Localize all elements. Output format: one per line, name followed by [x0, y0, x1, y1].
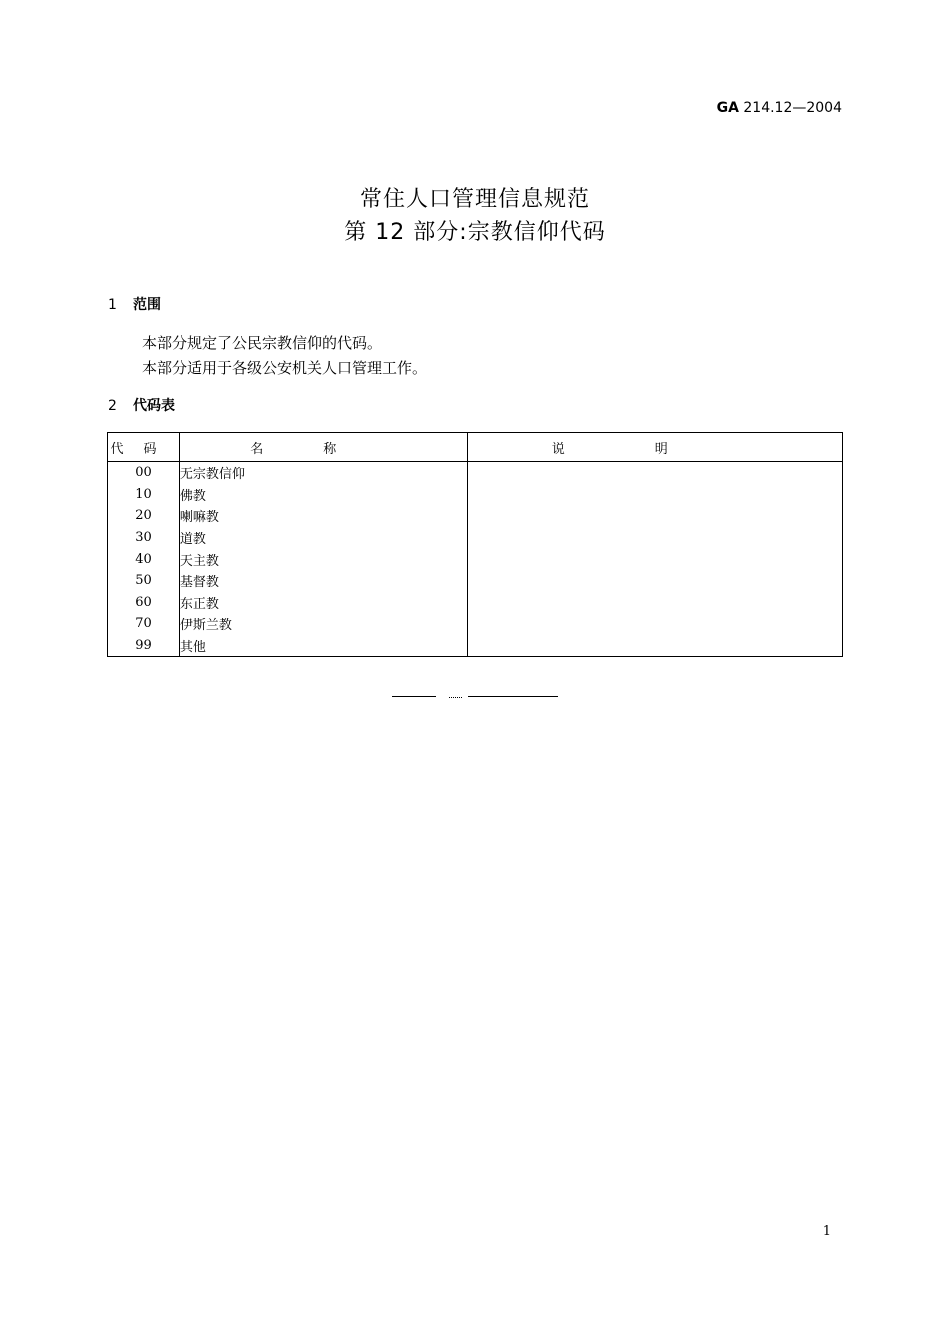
table-row	[108, 548, 843, 570]
name-cell: 天主教	[179, 548, 467, 570]
standard-number: 214.12—2004	[743, 100, 842, 116]
note-cell	[467, 527, 843, 549]
note-cell	[467, 635, 843, 657]
code-cell: 99	[108, 635, 180, 657]
code-cell: 40	[108, 548, 180, 570]
table-row	[108, 462, 843, 484]
religion-code-table	[107, 432, 843, 657]
name-cell: 伊斯兰教	[179, 613, 467, 635]
name-cell: 基督教	[179, 570, 467, 592]
note-cell	[467, 592, 843, 614]
section-number: 2	[108, 398, 117, 414]
column-header-name: 名称	[179, 433, 467, 462]
section-title: 代码表	[133, 398, 175, 414]
name-cell: 佛教	[179, 484, 467, 506]
name-cell: 道教	[179, 527, 467, 549]
code-cell: 00	[108, 462, 180, 484]
note-cell	[467, 505, 843, 527]
end-mark-line	[392, 696, 436, 697]
section-title: 范围	[133, 297, 161, 313]
table-row	[108, 635, 843, 657]
document-title: 常住人口管理信息规范	[359, 187, 590, 212]
section-heading-code-table	[108, 395, 175, 415]
page-number: 1	[822, 1224, 831, 1239]
table-row	[108, 527, 843, 549]
section-number: 1	[108, 297, 117, 313]
name-cell: 其他	[179, 635, 467, 657]
scope-paragraph-1: 本部分规定了公民宗教信仰的代码。	[142, 334, 383, 352]
note-cell	[467, 484, 843, 506]
column-header-code: 代码	[108, 433, 180, 462]
document-subtitle: 第 12 部分:宗教信仰代码	[344, 220, 606, 245]
code-cell: 20	[108, 505, 180, 527]
end-mark-line	[468, 696, 558, 697]
table-row	[108, 592, 843, 614]
code-cell: 10	[108, 484, 180, 506]
section-heading-scope	[108, 294, 161, 314]
table-row	[108, 505, 843, 527]
code-cell: 50	[108, 570, 180, 592]
note-cell	[467, 613, 843, 635]
standard-prefix: GA	[716, 100, 739, 116]
table-row	[108, 613, 843, 635]
name-cell: 东正教	[179, 592, 467, 614]
note-cell	[467, 548, 843, 570]
name-cell: 喇嘛教	[179, 505, 467, 527]
standard-code	[717, 100, 842, 116]
table-header-row	[108, 433, 843, 462]
note-cell	[467, 570, 843, 592]
table-row	[108, 484, 843, 506]
column-header-note: 说明	[467, 433, 843, 462]
note-cell	[467, 462, 843, 484]
end-mark-dots	[449, 693, 462, 698]
scope-paragraph-2: 本部分适用于各级公安机关人口管理工作。	[142, 359, 428, 377]
code-cell: 60	[108, 592, 180, 614]
code-cell: 30	[108, 527, 180, 549]
name-cell: 无宗教信仰	[179, 462, 467, 484]
code-cell: 70	[108, 613, 180, 635]
table-row	[108, 570, 843, 592]
